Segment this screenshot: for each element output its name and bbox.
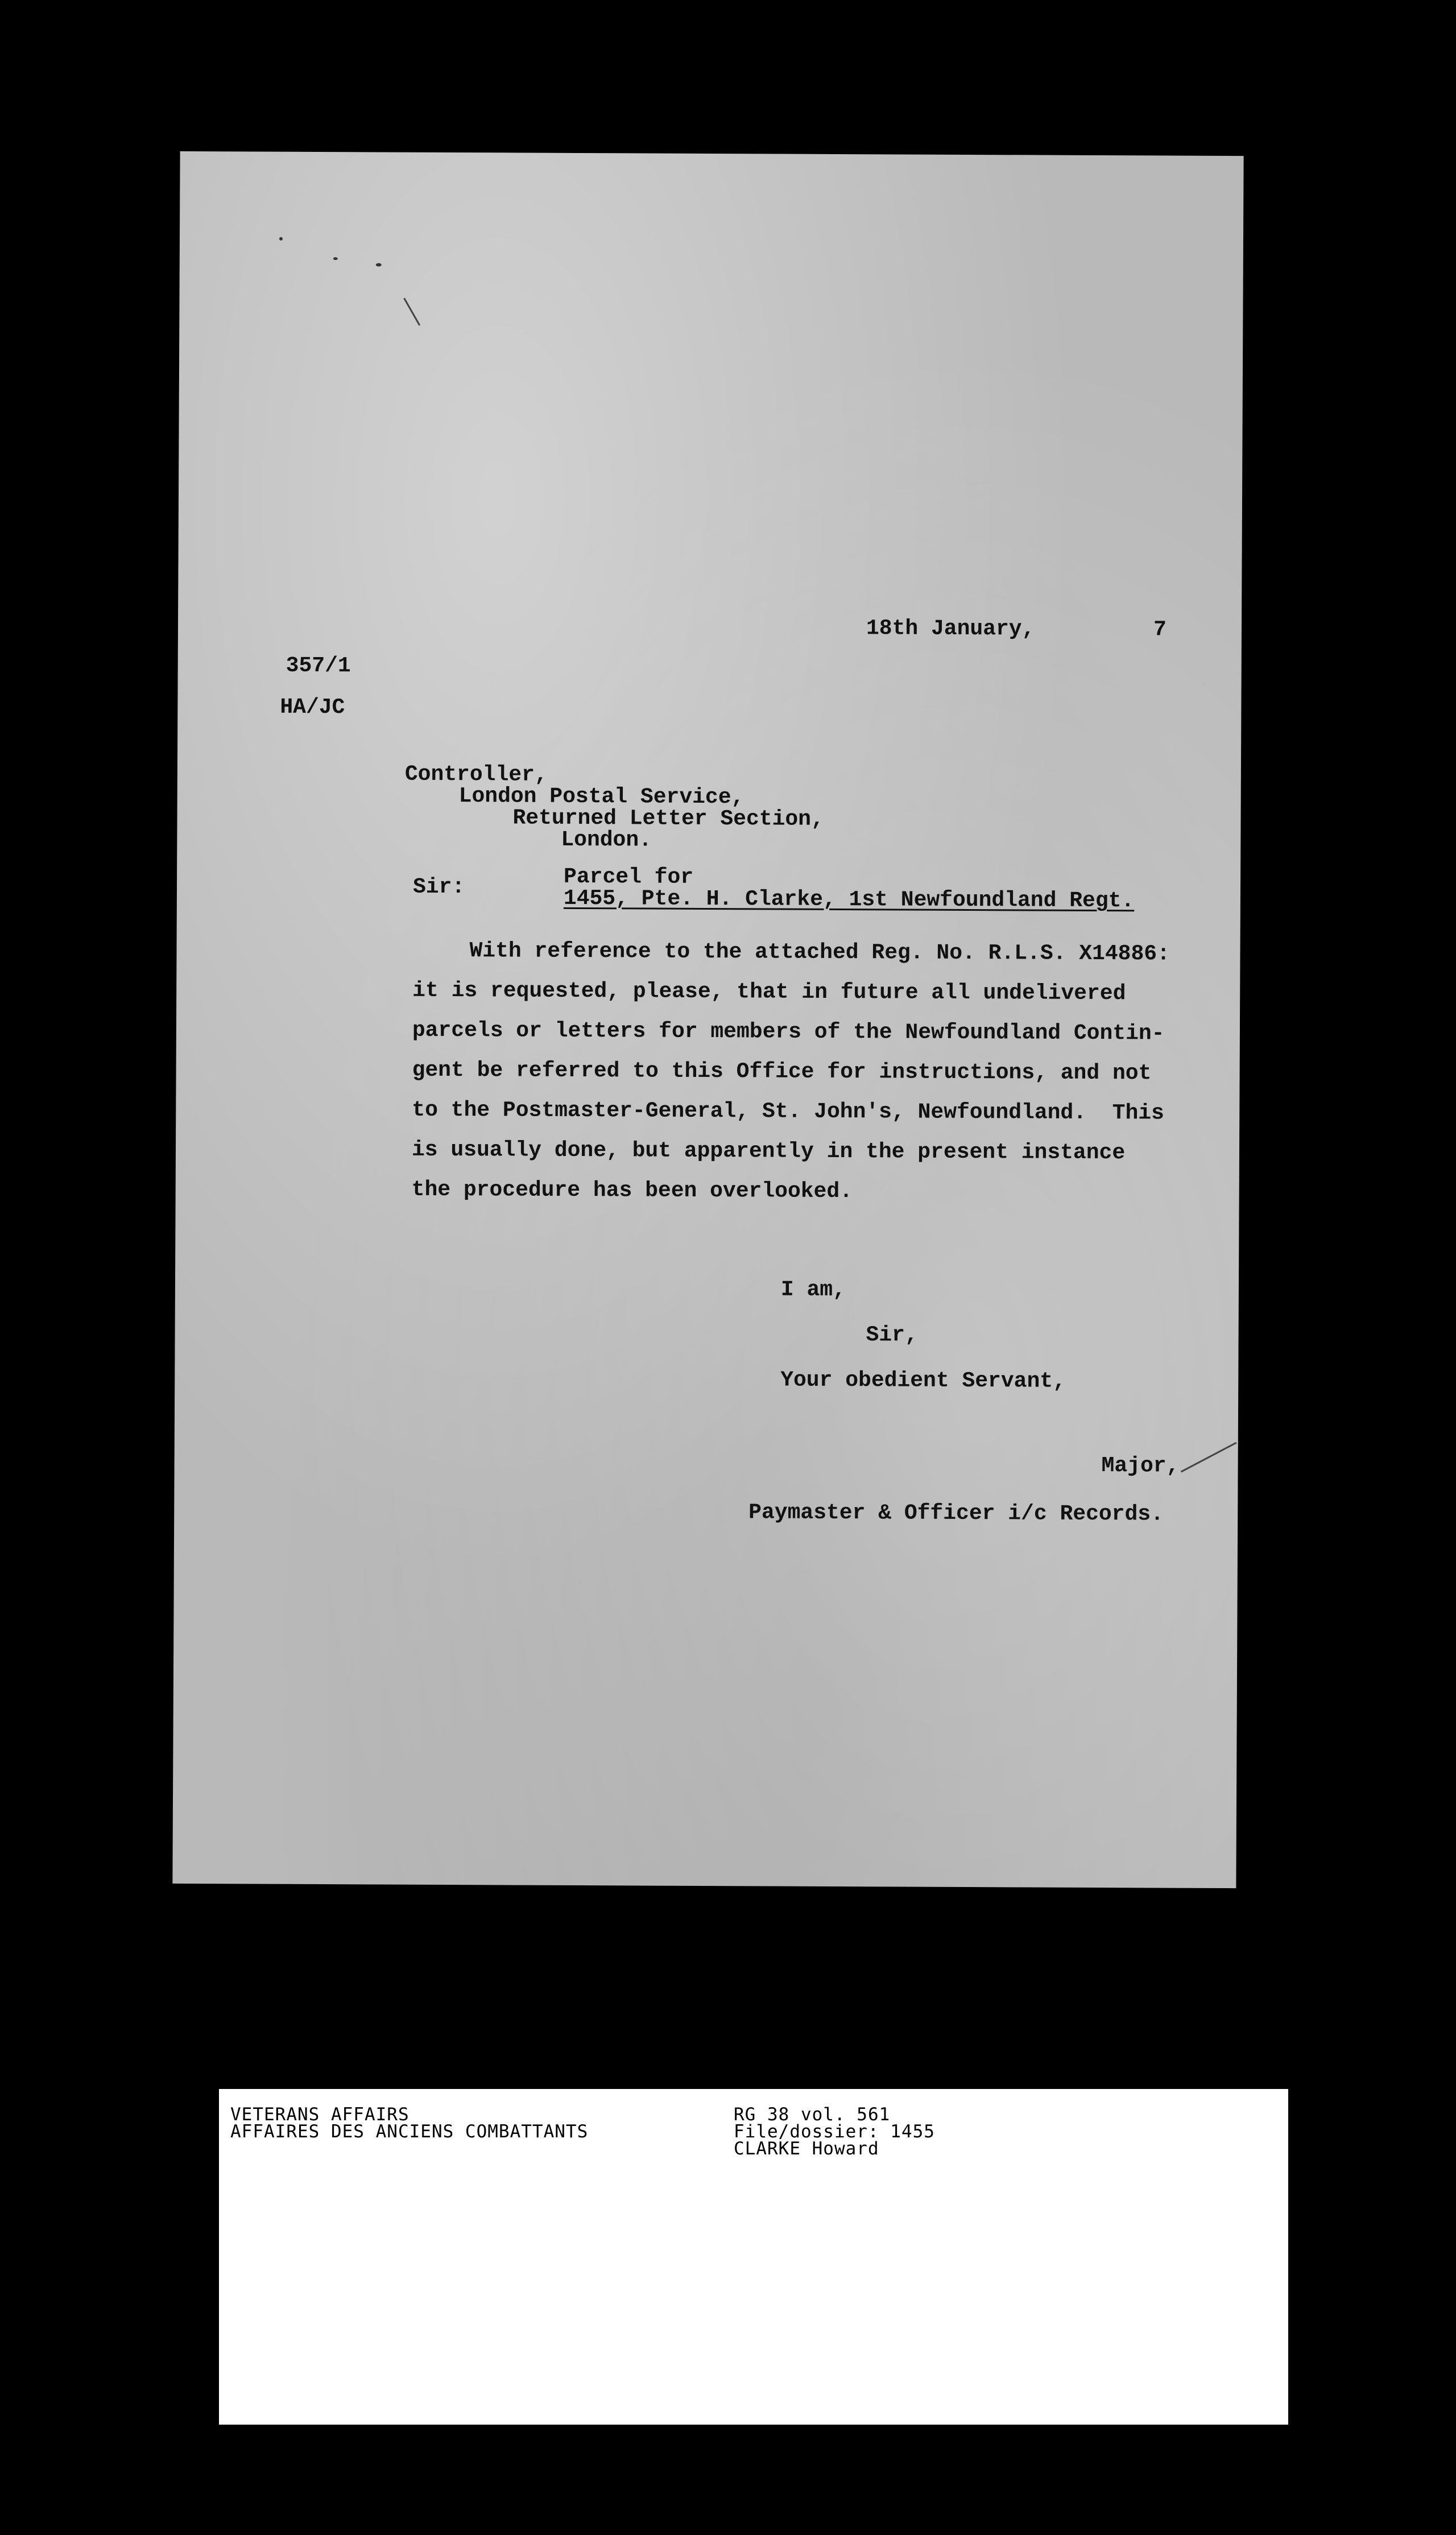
typist-initials: HA/JC: [280, 695, 345, 720]
page-number: 7: [1153, 617, 1167, 642]
addressee-line-1: Controller,: [404, 762, 548, 787]
closing-line-3: Your obedient Servant,: [780, 1368, 1066, 1394]
department-french: AFFAIRES DES ANCIENS COMBATTANTS: [230, 2121, 589, 2142]
file-number: File/dossier: 1455: [734, 2121, 935, 2142]
signature-mark: [1181, 1442, 1237, 1473]
record-volume: RG 38 vol. 561: [734, 2104, 891, 2125]
signature-rank: Major,: [1101, 1454, 1180, 1479]
body-line: is usually done, but apparently in the present instance: [411, 1137, 1126, 1166]
body-line: it is requested, please, that in future all undelivered: [412, 978, 1126, 1006]
body-line: gent be referred to this Office for instructions, and not: [412, 1058, 1152, 1086]
signature-title: Paymaster & Officer i/c Records.: [748, 1500, 1164, 1527]
closing-line-1: I am,: [780, 1277, 846, 1303]
archive-label-card: [219, 2089, 1288, 2425]
addressee-line-3: Returned Letter Section,: [512, 806, 824, 832]
addressee-line-4: London.: [561, 827, 652, 853]
salutation: Sir:: [412, 874, 465, 900]
addressee-line-2: London Postal Service,: [458, 784, 744, 810]
soldier-name: CLARKE Howard: [734, 2138, 879, 2159]
subject-line-1: Parcel for: [563, 864, 694, 890]
ink-mark: [333, 257, 338, 260]
department-english: VETERANS AFFAIRS: [230, 2104, 410, 2125]
document-page: [172, 151, 1243, 1888]
reference-number: 357/1: [286, 653, 351, 679]
body-line: to the Postmaster-General, St. John's, Newfoundland. This: [412, 1097, 1165, 1126]
body-line: With reference to the attached Reg. No. R.L.S. X14886:: [469, 939, 1170, 967]
body-line: the procedure has been overlooked.: [411, 1177, 853, 1204]
ink-mark: [403, 298, 420, 325]
letter-date: 18th January,: [866, 616, 1035, 642]
subject-line-2: 1455, Pte. H. Clarke, 1st Newfoundland Regt.: [563, 886, 1135, 914]
ink-mark: [279, 237, 283, 241]
closing-line-2: Sir,: [866, 1323, 918, 1348]
ink-mark: [376, 263, 382, 266]
body-line: parcels or letters for members of the Newfoundland Contin-: [412, 1018, 1165, 1046]
